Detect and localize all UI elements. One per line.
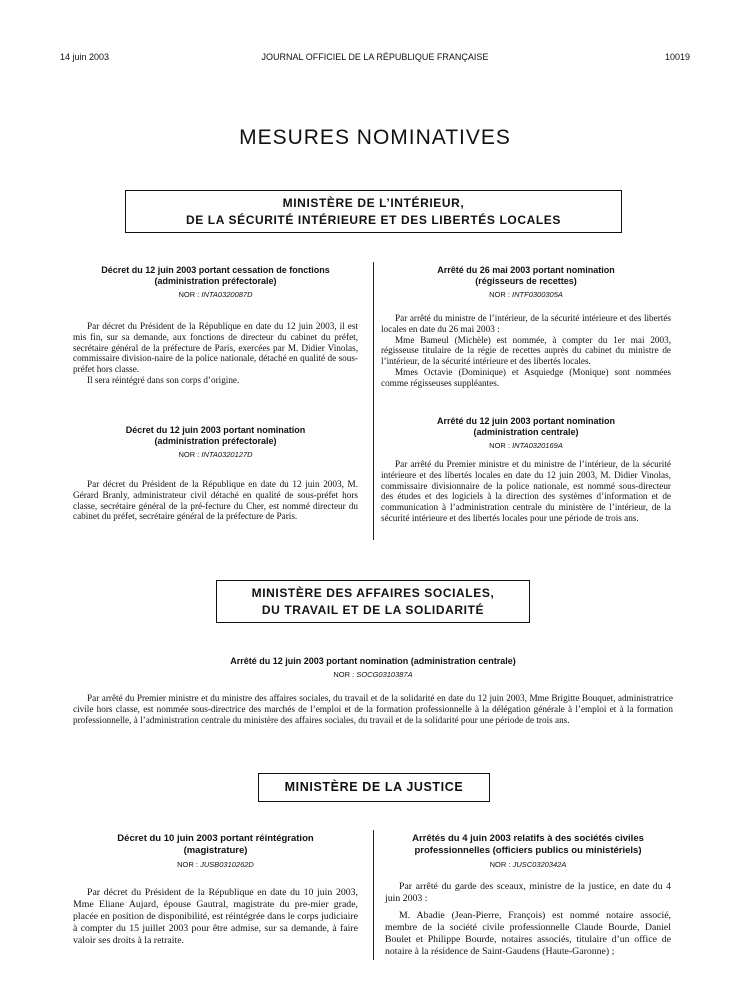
article-title	[73, 425, 358, 447]
article-title	[73, 265, 358, 287]
article-decret-cessation	[73, 265, 358, 386]
article-arretes-societes-civiles	[385, 833, 671, 958]
article-title-line: (administration préfectorale)	[154, 276, 277, 286]
article-arrete-regisseurs	[381, 265, 671, 389]
page-title: MESURES NOMINATIVES	[239, 126, 511, 149]
ministry-line: MINISTÈRE DE LA JUSTICE	[284, 780, 464, 794]
nor-reference	[381, 441, 671, 450]
nor-code: JUSC0320342A	[512, 860, 567, 869]
ministry-line: DU TRAVAIL ET DE LA SOLIDARITÉ	[261, 603, 485, 617]
article-arrete-administration-centrale	[381, 416, 671, 524]
article-decret-reintegration	[73, 833, 358, 947]
article-title-line: (administration centrale)	[473, 427, 579, 437]
article-paragraph: Par arrêté du ministre de l’intérieur, de la sécurité intérieure et des libertés locales en date du 26 mai 2003 :	[381, 313, 671, 334]
nor-reference	[73, 670, 673, 679]
nor-code: INTA0320127D	[201, 450, 253, 459]
article-title-line: Arrêté du 12 juin 2003 portant nomination	[436, 416, 616, 426]
ministry-heading-affaires-sociales	[216, 580, 530, 623]
article-paragraph: Par décret du Président de la République en date du 10 juin 2003, Mme Eliane Aujard, épouse Gautral, magistrate du pre-mier grade, placée en position de disponibilité, est réintégrée dans le corps judiciaire à compter du 15 juillet 2003 pour être admise, sur sa demande, à faire valoir ses droits à la retraite.	[73, 887, 358, 946]
nor-reference	[73, 450, 358, 459]
ministry-heading-interieur	[125, 190, 622, 233]
column-divider	[373, 830, 374, 960]
nor-label: NOR :	[489, 441, 510, 450]
nor-label: NOR :	[177, 860, 198, 869]
column-divider	[373, 262, 374, 540]
article-decret-nomination	[73, 425, 358, 522]
article-title	[73, 833, 358, 857]
nor-label: NOR :	[333, 670, 355, 679]
article-paragraph: Par décret du Président de la République en date du 12 juin 2003, il est mis fin, sur sa demande, aux fonctions de directeur du cabinet du préfet, secrétaire général de la préfecture de Paris, exercées par M. Didier Vinolas, commissaire division-naire de la police nationale, détaché en qualité de sous-préfet hors classe.	[73, 321, 358, 375]
article-title	[381, 265, 671, 287]
nor-code: SOCG0310387A	[356, 670, 413, 679]
article-paragraph: Mmes Octavie (Dominique) et Asquiedge (Monique) sont nommées comme régisseuses suppléantes.	[381, 366, 671, 388]
article-paragraph: Par décret du Président de la République en date du 12 juin 2003, M. Gérard Branly, administrateur civil détaché en qualité de sous-préfet hors classe, secrétaire général de la pré-fecture du Cher, est nommé directeur du cabinet du préfet, secrétaire général de la préfecture de Paris.	[73, 479, 358, 522]
nor-label: NOR :	[489, 860, 511, 869]
article-title-line: Décret du 12 juin 2003 portant cessation de fonctions	[101, 265, 330, 275]
article-paragraph: Mme Bameul (Michèle) est nommée, à compter du 1er mai 2003, régisseuse titulaire de la régie de recettes auprès du cabinet du ministre de l’intérieur, de la sécurité intérieure et des libertés locales.	[381, 334, 671, 367]
article-title-line: Arrêtés du 4 juin 2003 relatifs à des sociétés civiles	[412, 833, 644, 844]
article-arrete-affaires-sociales	[73, 656, 673, 725]
nor-code: JUSB0310262D	[200, 860, 254, 869]
article-title-line: (administration préfectorale)	[154, 436, 277, 446]
ministry-line: MINISTÈRE DES AFFAIRES SOCIALES,	[251, 586, 495, 600]
article-title-line: Arrêté du 26 mai 2003 portant nomination	[437, 265, 615, 275]
article-paragraph: Par arrêté du Premier ministre et du ministre de l’intérieur, de la sécurité intérieure et des libertés locales en date du 12 juin 2003, M. Didier Vinolas, commissaire divisionnaire de la police nationale, est nommé sous-directeur des études et des logiciels à la direction des systèmes d’information et de communication à l’administration centrale du ministère de l’intérieur, de la sécurité intérieure et des libertés locales pour une période de trois ans.	[381, 459, 671, 523]
article-title-line: Arrêté du 12 juin 2003 portant nomination (administration centrale)	[230, 656, 516, 666]
nor-reference	[381, 290, 671, 299]
article-paragraph: M. Abadie (Jean-Pierre, François) est nommé notaire associé, membre de la société civile professionnelle Claude Bourde, Daniel Boulet et Philippe Bourde, notaires associés, titulaire d’un office de notaire à la résidence de Saint-Gaudens (Haute-Garonne) ;	[385, 910, 671, 957]
ministry-heading-justice	[258, 773, 490, 802]
nor-code: INTF0300305A	[512, 290, 563, 299]
article-title	[381, 416, 671, 438]
nor-reference	[73, 290, 358, 299]
nor-label: NOR :	[178, 290, 200, 299]
page-number: 10019	[664, 52, 690, 62]
article-title-line: (régisseurs de recettes)	[475, 276, 577, 286]
nor-reference	[73, 860, 358, 869]
ministry-line: DE LA SÉCURITÉ INTÉRIEURE ET DES LIBERTÉS LOCALES	[186, 213, 561, 227]
nor-label: NOR :	[489, 290, 510, 299]
journal-name: JOURNAL OFFICIEL DE LA RÉPUBLIQUE FRANÇAISE	[261, 52, 489, 62]
article-title-line: professionnelles (officiers publics ou ministériels)	[414, 845, 642, 856]
header-date: 14 juin 2003	[60, 52, 110, 62]
article-paragraph: Il sera réintégré dans son corps d’origine.	[87, 374, 240, 385]
article-title	[73, 656, 673, 667]
article-title-line: Décret du 10 juin 2003 portant réintégration	[117, 833, 314, 844]
nor-label: NOR :	[178, 450, 200, 459]
nor-reference	[385, 860, 671, 869]
article-title-line: Décret du 12 juin 2003 portant nomination	[125, 425, 306, 435]
nor-code: INTA0320087D	[201, 290, 253, 299]
article-title	[385, 833, 671, 857]
article-title-line: (magistrature)	[183, 845, 248, 856]
article-paragraph: Par arrêté du Premier ministre et du ministre des affaires sociales, du travail et de la solidarité en date du 12 juin 2003, Mme Brigitte Bouquet, administratrice civile hors classe, est nommée sous-directrice des marchés de l’emploi et de la formation professionnelle à la délégation générale à l’emploi et à la formation professionnelle, à l’administration centrale du ministère des affaires sociales, du travail et de la solidarité pour une période de trois ans.	[73, 693, 673, 725]
article-paragraph: Par arrêté du garde des sceaux, ministre de la justice, en date du 4 juin 2003 :	[385, 881, 671, 904]
ministry-line: MINISTÈRE DE L’INTÉRIEUR,	[282, 196, 465, 210]
nor-code: INTA0320169A	[512, 441, 563, 450]
